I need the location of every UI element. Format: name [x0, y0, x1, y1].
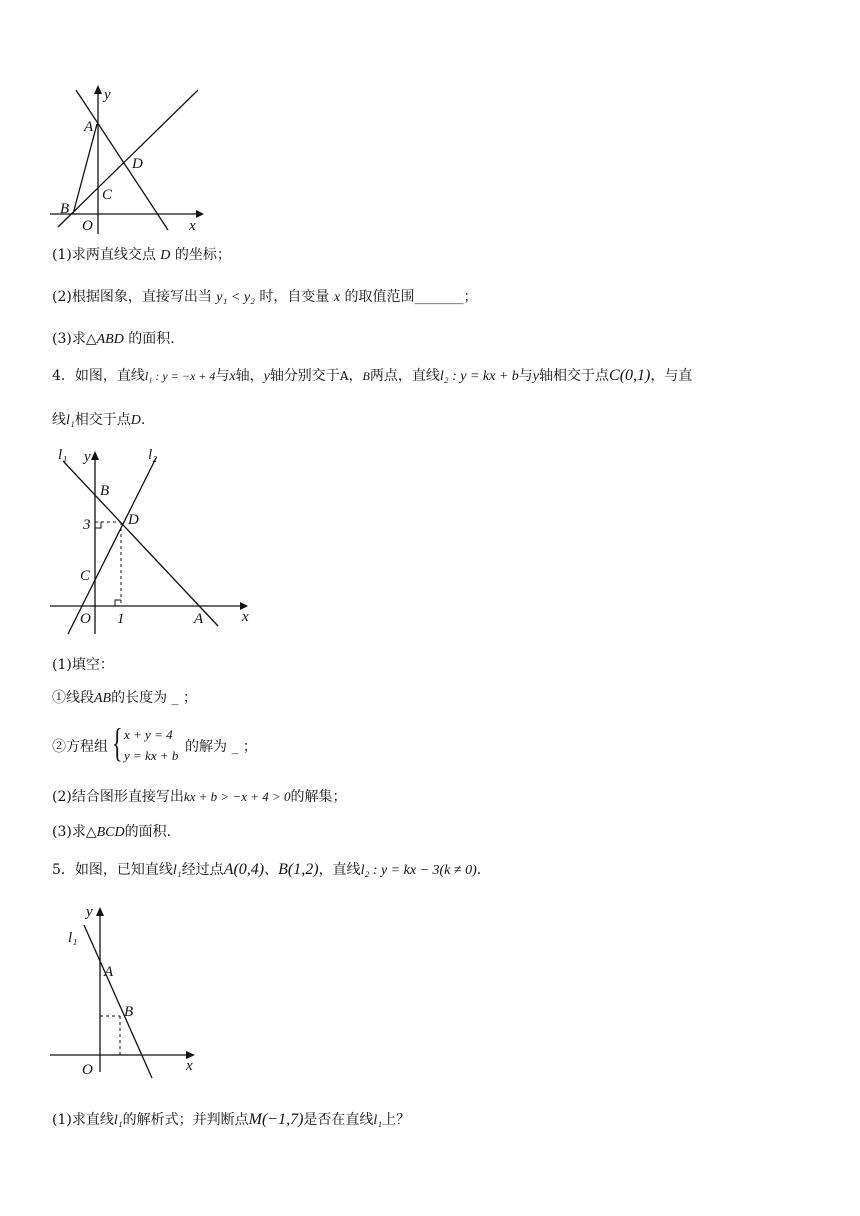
figure-3-graph — [48, 900, 208, 1080]
p4q2-ineq: kx + b > −x + 4 > 0 — [183, 789, 291, 804]
p4-point-c: C(0,1) — [609, 367, 651, 384]
x-axis-arrow — [196, 210, 204, 218]
label-o: O — [80, 611, 91, 627]
p5q1-text-a: 的解析式；并判断点 — [122, 1112, 249, 1128]
p5-point-b: B(1,2) — [278, 861, 319, 878]
p5q1-l1: l₁ — [113, 1113, 123, 1128]
label-x: x — [242, 609, 249, 625]
label-c: C — [80, 568, 91, 584]
label-a: A — [84, 119, 94, 135]
p4q1-label: (1)填空： — [52, 657, 114, 673]
line-ad — [76, 90, 168, 230]
line-l1 — [63, 461, 218, 626]
p3-question-2 — [52, 287, 477, 308]
figure-1-graph — [48, 82, 208, 237]
label-x: x — [189, 218, 196, 234]
p4-l2-point-d: D — [130, 413, 141, 428]
p5-point-a: A(0,4) — [223, 861, 265, 878]
p4q1b-post: 的解为 _ ； — [185, 739, 257, 755]
label-b: B — [60, 201, 70, 217]
label-d: D — [128, 512, 139, 528]
p4-statement-line-1 — [52, 366, 692, 387]
p4-question-1 — [52, 655, 114, 675]
p4q3-post: 的面积. — [124, 824, 172, 840]
p4-text-f: 轴相交于点 — [539, 368, 610, 384]
p4-l2-text-a: 线 — [52, 412, 66, 428]
label-y: y — [104, 87, 111, 103]
p4-comma: ， — [348, 368, 363, 384]
label-three: 3 — [83, 517, 91, 533]
p5q1-text-b: 是否在直线 — [303, 1112, 374, 1128]
p4-statement-line-2 — [52, 410, 145, 431]
p5-sep: 、 — [264, 862, 279, 878]
p4-text-e: 与 — [518, 368, 533, 384]
p5-text-b: ，直线 — [318, 862, 361, 878]
right-angle-mark-top — [95, 522, 101, 528]
p5-l1: l₁ — [172, 863, 182, 878]
label-y: y — [84, 449, 91, 465]
p4q1a-pre: ①线段 — [52, 690, 94, 706]
p3q2-cond: y₁ < y₂ — [216, 290, 255, 305]
p5-statement — [52, 860, 481, 881]
y-axis-arrow — [91, 451, 99, 460]
label-l1: l₁ — [58, 447, 68, 463]
p5q1-text-c: 上？ — [382, 1112, 411, 1128]
label-l1: l₁ — [68, 930, 78, 946]
p4-var-y2: y — [532, 369, 540, 384]
p5-num: 5．如图，已知直线 — [52, 862, 173, 878]
p4-question-2 — [52, 787, 347, 807]
p5-l2-eq: l₂ : y = kx − 3(k ≠ 0) — [360, 863, 477, 878]
label-l2: l₂ — [148, 447, 158, 463]
p4-num: 4．如图，直线 — [52, 368, 145, 384]
p4-question-1b-post — [185, 737, 257, 757]
p3q2-post: 的取值范围_______； — [344, 289, 478, 305]
p4-question-3 — [52, 822, 171, 843]
p3q3-var: ABD — [96, 332, 124, 347]
p4q1b-pre: ②方程组 — [52, 739, 108, 755]
label-o: O — [82, 218, 93, 234]
p5-period: . — [476, 862, 482, 878]
label-a: A — [104, 964, 114, 980]
p4-l2-l1: l₁ — [66, 413, 75, 428]
equation-brace: { — [112, 720, 123, 765]
p4-l2-period: . — [140, 412, 146, 428]
p3-question-3 — [52, 329, 175, 350]
y-axis-arrow — [96, 907, 104, 916]
label-o: O — [82, 1062, 93, 1078]
p4-question-1a — [52, 688, 197, 709]
label-c: C — [102, 187, 113, 203]
p4-l2-eq: l₂ : y = kx + b — [439, 369, 519, 384]
p3q3-pre: (3)求△ — [52, 331, 97, 347]
p4-text-b: 轴， — [235, 368, 264, 384]
p4-point-b: B — [362, 369, 370, 383]
p4q1b-eq2: y = kx + b — [124, 748, 179, 763]
y-axis-arrow — [94, 85, 102, 94]
p4-var-x: x — [229, 369, 236, 384]
label-d: D — [132, 156, 143, 172]
label-b: B — [100, 483, 110, 499]
p4-text-c: 轴分别交于 — [269, 368, 340, 384]
p5-question-1 — [52, 1110, 410, 1131]
p4q3-var: BCD — [96, 825, 125, 840]
p3q2-mid: 时，自变量 — [259, 289, 330, 305]
p4q2-pre: (2)结合图形直接写出 — [52, 789, 184, 805]
p4-l2-text-b: 相交于点 — [74, 412, 131, 428]
p4q3-pre: (3)求△ — [52, 824, 97, 840]
p4-point-a: A — [339, 369, 349, 383]
p5q1-l1b: l₁ — [373, 1113, 383, 1128]
label-one: 1 — [117, 611, 125, 627]
p5q1-point-m: M(−1,7) — [248, 1111, 304, 1128]
p4-text-a: 与 — [215, 368, 230, 384]
p4q1a-var: AB — [94, 691, 112, 706]
p4-question-1b-pre — [52, 737, 108, 757]
p3q1-pre: (1)求两直线交点 — [52, 247, 156, 263]
p4-l1-eq: l₁ : y = −x + 4 — [144, 369, 216, 383]
right-angle-mark-bottom — [115, 600, 121, 606]
label-y: y — [86, 904, 93, 920]
p3q3-post: 的面积. — [128, 331, 175, 347]
p4-text-d: 两点，直线 — [369, 368, 440, 384]
p3q1-var: D — [160, 248, 171, 263]
label-b: B — [124, 1004, 134, 1020]
p5-text-a: 经过点 — [181, 862, 224, 878]
p4q1b-eq1: x + y = 4 — [124, 727, 173, 742]
p4q1a-post: 的长度为 _ ； — [111, 690, 198, 706]
p4-var-y: y — [263, 369, 270, 384]
p3q2-var: x — [333, 290, 341, 305]
label-x: x — [186, 1058, 193, 1074]
p5q1-pre: (1)求直线 — [52, 1112, 114, 1128]
p4q2-post: 的解集； — [290, 789, 347, 805]
p3-question-1 — [52, 245, 231, 266]
p4-text-g: ，与直 — [650, 368, 693, 384]
p3q1-post: 的坐标； — [174, 247, 231, 263]
line-bd — [58, 90, 198, 227]
p3q2-pre: (2)根据图象，直接写出当 — [52, 289, 212, 305]
figure-2-graph — [48, 446, 263, 638]
label-a: A — [194, 611, 204, 627]
